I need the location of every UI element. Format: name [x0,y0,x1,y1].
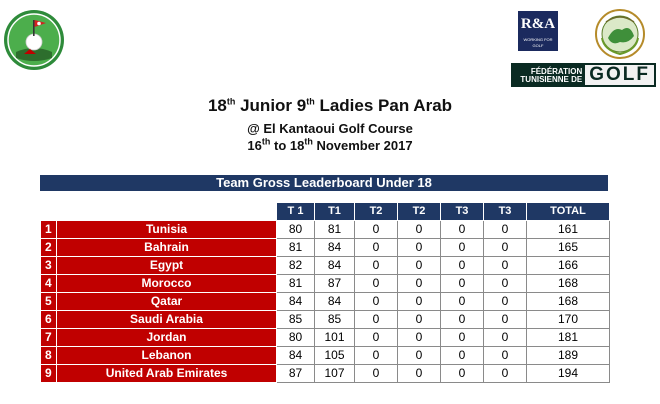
rank-cell: 3 [41,257,57,275]
event-title [0,96,660,116]
federation-tunisienne-golf-logo [511,63,656,87]
column-header-total: TOTAL [527,203,610,221]
team-name-cell: Morocco [57,275,277,293]
header-blank-team [57,203,277,221]
score-cell: 0 [484,275,527,293]
score-cell: 81 [277,275,315,293]
score-cell: 0 [484,347,527,365]
column-header: T3 [441,203,484,221]
score-cell: 0 [484,257,527,275]
score-cell: 101 [315,329,355,347]
team-name-cell: Egypt [57,257,277,275]
table-row [41,329,610,347]
score-cell: 84 [315,293,355,311]
rank-cell: 7 [41,329,57,347]
arab-golf-federation-emblem-logo [594,8,646,60]
table-row [41,293,610,311]
score-cell: 84 [315,257,355,275]
score-cell: 0 [355,365,398,383]
score-cell: 0 [398,257,441,275]
score-cell: 0 [355,221,398,239]
score-cell: 0 [484,293,527,311]
tunisia-golf-emblem-logo [2,8,66,72]
score-cell: 0 [484,221,527,239]
score-cell: 82 [277,257,315,275]
total-score-cell: 168 [527,275,610,293]
score-cell: 0 [355,347,398,365]
rank-cell: 4 [41,275,57,293]
score-cell: 0 [355,239,398,257]
score-cell: 0 [484,365,527,383]
team-name-cell: Bahrain [57,239,277,257]
score-cell: 0 [355,311,398,329]
total-score-cell: 170 [527,311,610,329]
score-cell: 0 [398,311,441,329]
score-cell: 0 [441,221,484,239]
total-score-cell: 168 [527,293,610,311]
table-row [41,257,610,275]
team-name-cell: Lebanon [57,347,277,365]
total-score-cell: 165 [527,239,610,257]
column-header: T1 [315,203,355,221]
header-blank-rank [41,203,57,221]
leaderboard-table [40,202,610,383]
score-cell: 0 [441,365,484,383]
total-score-cell: 194 [527,365,610,383]
column-header: T2 [398,203,441,221]
score-cell: 0 [441,329,484,347]
score-cell: 0 [398,221,441,239]
score-cell: 0 [398,239,441,257]
score-cell: 107 [315,365,355,383]
table-header-row [41,203,610,221]
event-dates [0,138,660,153]
score-cell: 0 [355,275,398,293]
score-cell: 85 [277,311,315,329]
rank-cell: 1 [41,221,57,239]
rank-cell: 8 [41,347,57,365]
score-cell: 105 [315,347,355,365]
score-cell: 85 [315,311,355,329]
score-cell: 0 [484,239,527,257]
score-cell: 0 [441,311,484,329]
team-name-cell: Jordan [57,329,277,347]
dates-end: November 2017 [312,138,413,153]
dates-mid: to 18 [270,138,305,153]
score-cell: 0 [398,275,441,293]
title-sup-2: th [306,96,315,107]
table-row [41,275,610,293]
ra-logo-subtext: WORKING FOR GOLF [523,37,553,48]
ra-logo-text: R&A [520,16,556,32]
table-row [41,311,610,329]
column-header: T3 [484,203,527,221]
score-cell: 0 [398,329,441,347]
team-name-cell: United Arab Emirates [57,365,277,383]
column-header: T2 [355,203,398,221]
score-cell: 0 [398,293,441,311]
title-end: Ladies Pan Arab [314,96,453,115]
leaderboard-banner: Team Gross Leaderboard Under 18 [40,175,608,191]
score-cell: 80 [277,221,315,239]
event-venue: @ El Kantaoui Golf Course [247,121,413,136]
title-number-1: 18 [207,96,227,115]
total-score-cell: 161 [527,221,610,239]
score-cell: 0 [441,275,484,293]
team-name-cell: Qatar [57,293,277,311]
team-name-cell: Tunisia [57,221,277,239]
dates-start: 16 [247,138,262,153]
score-cell: 0 [441,293,484,311]
rank-cell: 9 [41,365,57,383]
team-name-cell: Saudi Arabia [57,311,277,329]
total-score-cell: 181 [527,329,610,347]
ra-logo [518,11,558,51]
score-cell: 0 [484,311,527,329]
dates-sup-1: th [261,136,271,147]
table-row [41,221,610,239]
table-row [41,347,610,365]
title-sup-1: th [226,96,236,107]
column-header: T 1 [277,203,315,221]
score-cell: 87 [277,365,315,383]
score-cell: 0 [484,329,527,347]
total-score-cell: 166 [527,257,610,275]
score-cell: 81 [315,221,355,239]
table-row [41,239,610,257]
total-score-cell: 189 [527,347,610,365]
score-cell: 84 [277,293,315,311]
score-cell: 0 [441,347,484,365]
dates-sup-2: th [304,136,313,147]
table-row [41,365,610,383]
score-cell: 81 [277,239,315,257]
rank-cell: 5 [41,293,57,311]
title-mid: Junior 9 [235,96,307,115]
score-cell: 0 [398,347,441,365]
rank-cell: 6 [41,311,57,329]
score-cell: 84 [277,347,315,365]
score-cell: 0 [441,257,484,275]
score-cell: 0 [355,293,398,311]
score-cell: 0 [355,329,398,347]
ftg-logo-golf-text: GOLF [585,65,654,85]
ftg-logo-small-text: FÉDÉRATION TUNISIENNE DE [520,67,583,84]
score-cell: 0 [441,239,484,257]
score-cell: 0 [398,365,441,383]
score-cell: 87 [315,275,355,293]
rank-cell: 2 [41,239,57,257]
score-cell: 84 [315,239,355,257]
score-cell: 80 [277,329,315,347]
score-cell: 0 [355,257,398,275]
